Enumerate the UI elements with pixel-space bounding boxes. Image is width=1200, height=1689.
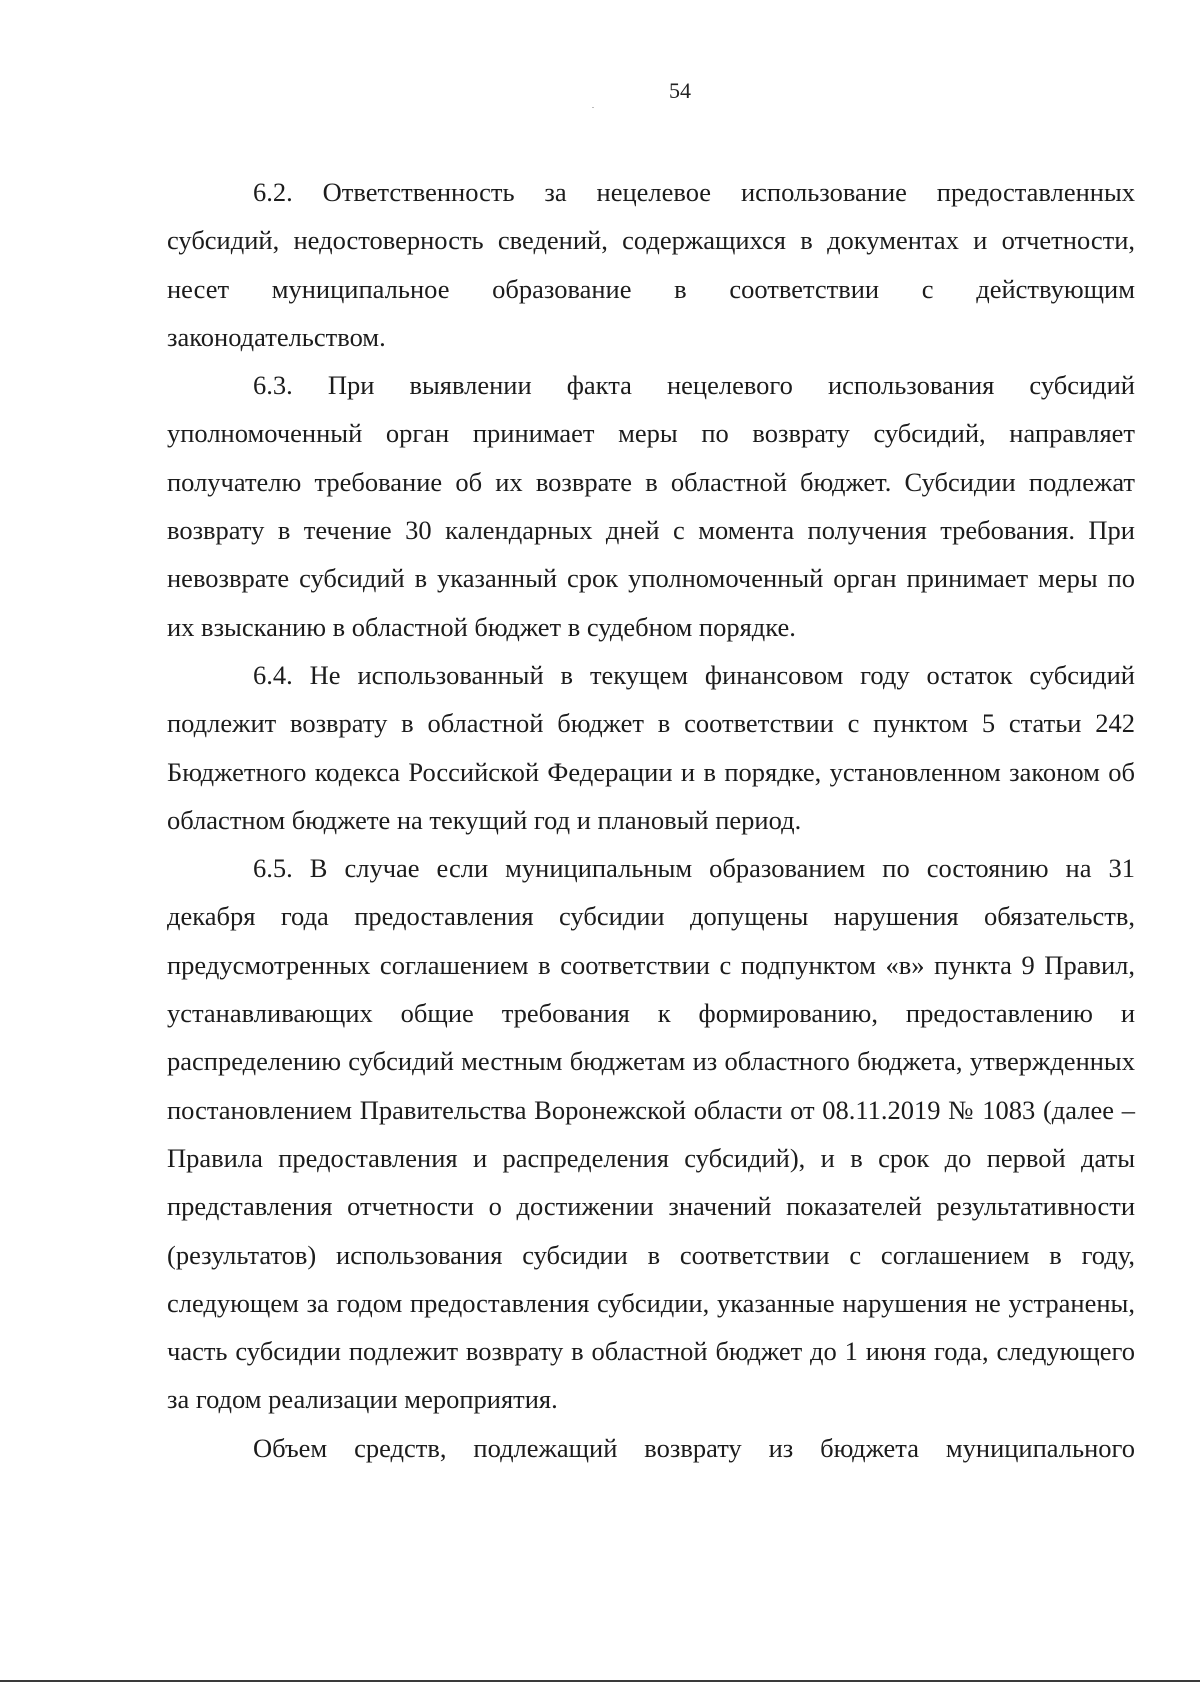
paragraph-6-4: 6.4. Не использованный в текущем финансовом году остаток субсидий подлежит возврату в областной бюджет в соответствии с пунктом 5 статьи 242 Бюджетного кодекса Российской Федерации и в порядке, установленном законом об областном бюджете на текущий год и плановый период. bbox=[167, 659, 1135, 835]
scan-speck bbox=[592, 107, 594, 108]
paragraph-6-2: 6.2. Ответственность за нецелевое использование предоставленных субсидий, недостоверность сведений, содержащихся в документах и отчетности, несет муниципальное образование в соответствии с действующим законодательством. bbox=[167, 177, 1135, 352]
paragraph-6-5: 6.5. В случае если муниципальным образованием по состоянию на 31 декабря года предоставления субсидии допущены нарушения обязательств, предусмотренных соглашением в соответствии с подпунктом «в» пункта 9 Правил, устанавливающих общие требования к формированию, предоставлению и распределению субсидий местным бюджетам из областного бюджета, утвержденных постановлением Правительства Воронежской области от 08.11.2019 № 1083 (далее – Правила предоставления и распределения субсидий), и в срок до первой даты представления отчетности о достижении значений показателей результативности (результатов) использования субсидии в соответствии с соглашением в году, следующем за годом предоставления субсидии, указанные нарушения не устранены, часть субсидии подлежит возврату в областной бюджет до 1 июня года, следующего за годом реализации мероприятия. bbox=[167, 853, 1135, 1415]
bottom-edge-line bbox=[0, 1680, 1200, 1682]
document-body bbox=[167, 168, 1135, 1472]
paragraph-volume-of-funds: Объем средств, подлежащий возврату из бюджета муниципального bbox=[253, 1432, 1135, 1463]
paragraph-6-3: 6.3. При выявлении факта нецелевого использования субсидий уполномоченный орган принимает меры по возврату субсидий, направляет получателю требование об их возврате в областной бюджет. Субсидии подлежат возврату в течение 30 календарных дней с момента получения требования. При невозврате субсидий в указанный срок уполномоченный орган принимает меры по их взысканию в областной бюджет в судебном порядке. bbox=[167, 370, 1135, 642]
page-number: 54 bbox=[669, 78, 691, 103]
